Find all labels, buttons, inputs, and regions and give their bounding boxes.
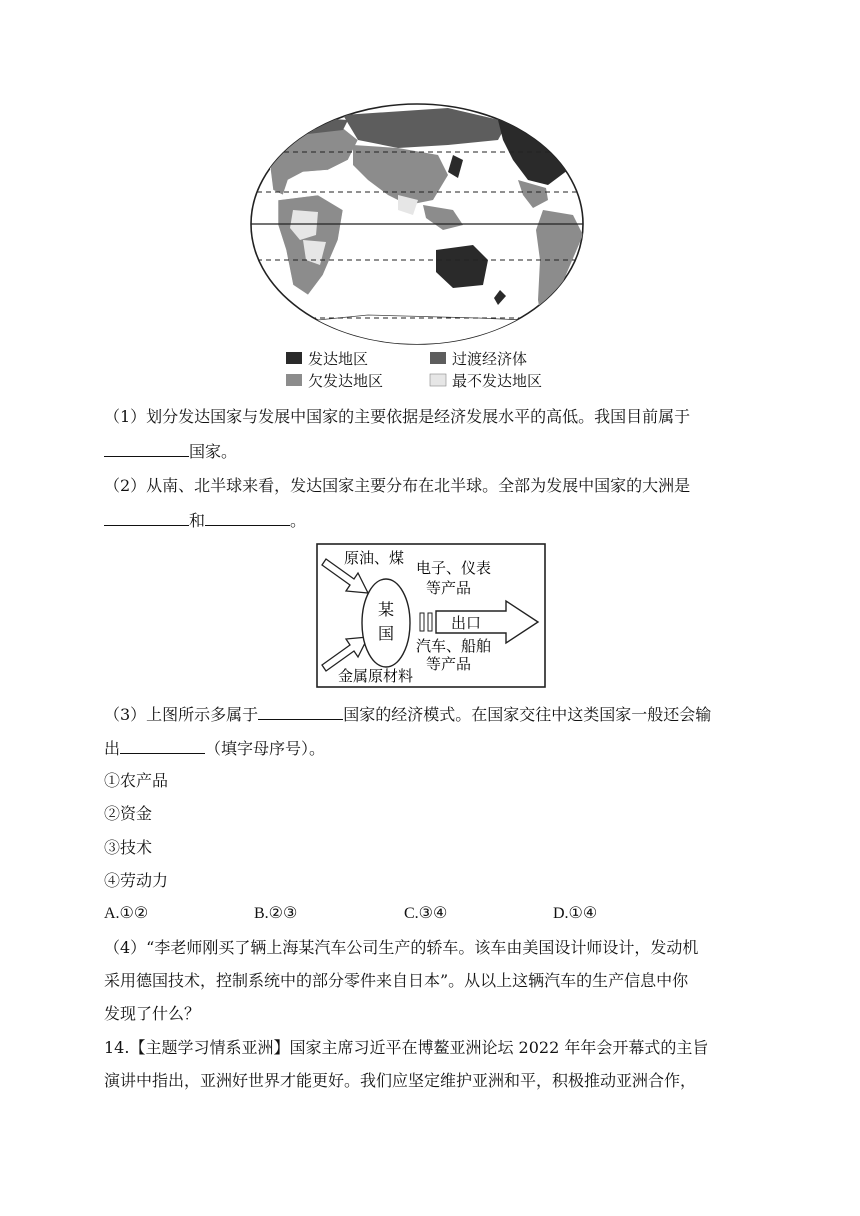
map-legend bbox=[286, 350, 542, 390]
legend-swatch-less-developed bbox=[286, 374, 302, 386]
legend-swatch-developed bbox=[286, 352, 302, 364]
q4-line3: 发现了什么？ bbox=[104, 1004, 201, 1023]
export-label: 出口 bbox=[450, 614, 482, 632]
q4-line1: （4）“李老师刚买了辆上海某汽车公司生产的轿车。该车由美国设计师设计，发动机 bbox=[104, 938, 699, 957]
economic-model-diagram bbox=[316, 543, 546, 688]
country-char-2: 国 bbox=[377, 624, 395, 643]
product-bottom-1: 汽车、船舶 bbox=[416, 637, 492, 655]
q3-part1: （3）上图所示多属于 bbox=[104, 705, 259, 724]
q2-and: 和 bbox=[189, 511, 206, 530]
q3-item-3: ③技术 bbox=[104, 838, 153, 857]
q3-answer-blank-2[interactable] bbox=[120, 737, 205, 754]
q3-answer-blank-1[interactable] bbox=[258, 703, 343, 720]
q14-line1: 14.【主题学习情系亚洲】国家主席习近平在博鳌亚洲论坛 2022 年年会开幕式的主旨 bbox=[104, 1038, 709, 1057]
q3-line1 bbox=[104, 703, 711, 726]
input-top-label: 原油、煤 bbox=[344, 549, 405, 567]
q3-option-c[interactable]: C.③④ bbox=[404, 905, 448, 922]
legend-swatch-transition bbox=[430, 352, 446, 364]
q3-line2-start: 出 bbox=[104, 739, 121, 758]
q3-option-b[interactable]: B.②③ bbox=[254, 905, 298, 922]
q3-line2 bbox=[104, 737, 325, 760]
q2-line2 bbox=[104, 509, 306, 532]
q14-line2: 演讲中指出，亚洲好世界才能更好。我们应坚定维护亚洲和平，积极推动亚洲合作， bbox=[104, 1071, 697, 1090]
q3-option-a[interactable]: A.①② bbox=[104, 905, 149, 922]
product-bottom-2: 等产品 bbox=[426, 655, 472, 673]
q1-line1: （1）划分发达国家与发展中国家的主要依据是经济发展水平的高低。我国目前属于 bbox=[104, 407, 691, 426]
q3-item-1: ①农产品 bbox=[104, 771, 169, 790]
q2-end: 。 bbox=[290, 511, 307, 530]
country-char-1: 某 bbox=[377, 600, 395, 619]
legend-label-developed: 发达地区 bbox=[308, 350, 369, 368]
q3-line2-end: （填字母序号）。 bbox=[205, 739, 326, 758]
q1-answer-blank[interactable] bbox=[104, 440, 189, 457]
legend-swatch-least-developed bbox=[430, 374, 446, 386]
q3-option-d[interactable]: D.①④ bbox=[553, 905, 598, 922]
product-top-2: 等产品 bbox=[426, 579, 472, 597]
product-top-1: 电子、仪表 bbox=[416, 559, 492, 577]
q2-answer-blank-2[interactable] bbox=[205, 509, 290, 526]
q1-line2-text: 国家。 bbox=[189, 442, 238, 461]
q3-part2: 国家的经济模式。在国家交往中这类国家一般还会输 bbox=[343, 705, 712, 724]
world-development-map bbox=[248, 100, 586, 398]
q2-answer-blank-1[interactable] bbox=[104, 509, 189, 526]
legend-label-less-developed: 欠发达地区 bbox=[308, 372, 384, 390]
q2-line1: （2）从南、北半球来看，发达国家主要分布在北半球。全部为发展中国家的大洲是 bbox=[104, 476, 691, 495]
q1-line2 bbox=[104, 440, 237, 463]
input-bottom-label: 金属原材料 bbox=[338, 667, 414, 685]
country-oval bbox=[362, 579, 410, 667]
q3-item-4: ④劳动力 bbox=[104, 871, 169, 890]
legend-label-transition: 过渡经济体 bbox=[452, 350, 528, 368]
q3-item-2: ②资金 bbox=[104, 804, 153, 823]
legend-label-least-developed: 最不发达地区 bbox=[452, 372, 543, 390]
q4-line2: 采用德国技术，控制系统中的部分零件来自日本”。从以上这辆汽车的生产信息中你 bbox=[104, 971, 689, 990]
